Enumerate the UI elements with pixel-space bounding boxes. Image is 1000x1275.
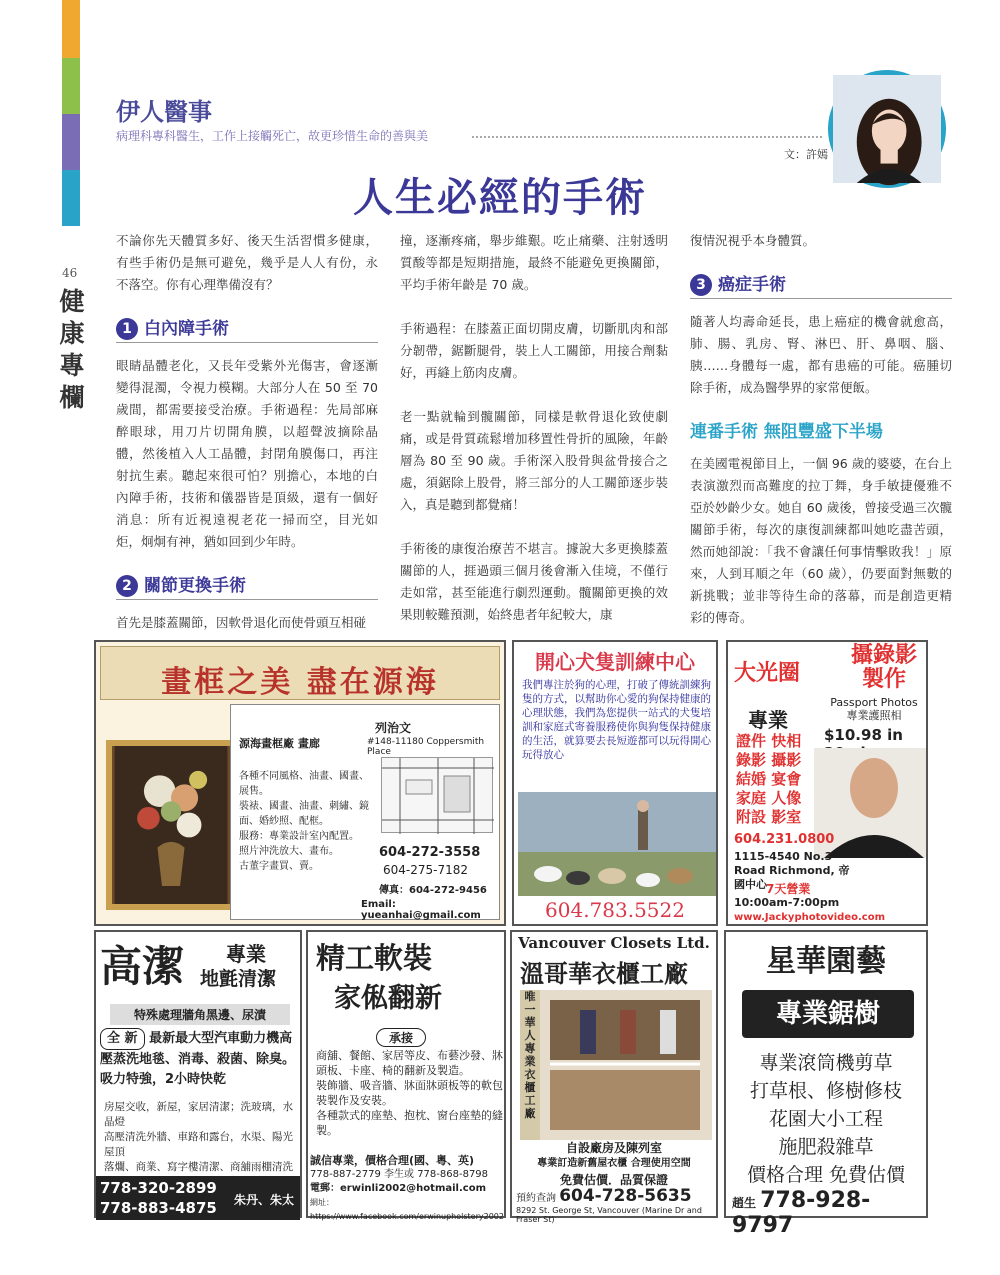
address-text: 1115-4540 No.3 Road Richmond, 帝國中心 xyxy=(734,850,850,891)
vertical-slogan: 唯一華人專業衣櫃工廠 xyxy=(520,990,540,1140)
ad-banner-text: 畫框之美 盡在源海 xyxy=(161,665,439,700)
flower-vase-icon xyxy=(112,746,230,904)
company-name: Vancouver Closets Ltd. xyxy=(518,934,710,952)
list-item: 照片沖洗放大、畫布。 xyxy=(239,846,339,857)
paragraph: 在美國電視節目上，一個 96 歲的婆婆，在台上表演激烈而高難度的拉丁舞，身手敏捷優雅不亞於妙齡少女。她自 60 歲後，曾接受過三次髖關節手術，每次的康復訓練都叫她吃盡苦頭，然而她卻說：「我不會讓任何事情擊敗我！」原來，人到耳順之年（60 歲），仍要面對無數的新挑戰；並非等待生命的落幕，而是創造更精彩的傳奇。 xyxy=(690,456,952,625)
list-item: 附設 影室 xyxy=(736,808,802,826)
paragraph: 手術過程：在膝蓋正面切開皮膚，切斷肌肉和部分韌帶，鋸斷腿骨，裝上人工關節，用接合劑黏好，再縫上筋肉皮膚。 xyxy=(400,321,668,380)
honest-label: 誠信專業，價格合理(國、粵、英) xyxy=(310,1154,475,1167)
contact-name: 趙生 xyxy=(732,1196,757,1210)
brand-name: 高潔 xyxy=(100,942,185,991)
location-map xyxy=(381,757,493,833)
passport-label: Passport Photos 專業護照相 xyxy=(830,696,918,722)
open-days: 7天營業 xyxy=(766,882,811,896)
contact-names: 朱丹、朱太 xyxy=(233,1193,294,1207)
list-item: 各種不同風格、油畫、國畫、展售。 xyxy=(239,771,369,797)
wardrobe-icon xyxy=(520,990,712,1140)
article-column-1 xyxy=(116,230,378,656)
phone-label: 預約查詢 xyxy=(516,1193,556,1204)
section-number-badge: 3 xyxy=(690,274,712,296)
website: www.Jackyphotovideo.com xyxy=(734,912,886,923)
list-item: 結婚 宴會 xyxy=(736,770,802,788)
service-line: 專業滾筒機剪草 xyxy=(759,1052,893,1074)
phone-block xyxy=(96,1176,300,1220)
service-list xyxy=(736,732,816,827)
column-title: 伊人醫事 xyxy=(116,97,212,126)
section-heading-joint xyxy=(116,575,378,600)
feature-line: 專業訂造新舊屋衣櫃 合理使用空間 xyxy=(537,1158,691,1169)
list-item: 裝裱、國畫、油畫、刺繡、鏡面、婚紗照、配框。 xyxy=(239,801,369,827)
section-title: 關節更換手術 xyxy=(144,576,246,596)
phone-number: 604.231.0800 xyxy=(734,832,835,847)
joint-paragraph: 首先是膝蓋關節，因軟骨退化而使骨頭互相碰 xyxy=(116,615,367,630)
list-item: 服務：專業設計室內配置。 xyxy=(239,831,359,842)
paragraph: 老一點就輪到髖關節，同樣是軟骨退化致使劇痛，或是骨質疏鬆增加移置性骨折的風險，年齡層為 80 至 90 歲。手術深入股骨與盆骨接合之處，須鋸除上股骨，將三部分的人工關節逐步裝入，真是聽到都覺痛！ xyxy=(400,409,668,512)
phone-numbers: 778-887-2779 李生或 778-868-8798 xyxy=(310,1169,489,1180)
phone-number: 604-728-5635 xyxy=(559,1186,692,1206)
ad-title: 攝錄影製作 xyxy=(850,643,917,692)
service-list xyxy=(316,1048,506,1138)
dotted-divider xyxy=(472,136,822,138)
list-item: 落爛、商業、寫字樓清潔、商舖雨棚清洗 xyxy=(104,1161,293,1173)
city-label: 列治文 xyxy=(375,721,412,735)
phone-block xyxy=(732,1188,926,1238)
section-heading-cancer xyxy=(690,274,952,299)
email-address: 電郵：erwinli2002@hotmail.com xyxy=(310,1183,486,1194)
paragraph: 撞，逐漸疼痛，舉步維艱。吃止痛藥、注射透明質酸等都是短期措施，最終不能避免更換關節，平均手術年齡是 70 歲。 xyxy=(400,233,668,292)
ad-closets xyxy=(510,930,718,1224)
section-number-badge: 2 xyxy=(116,575,138,597)
pro-label: 專業 xyxy=(748,708,788,732)
cataract-paragraph: 眼睛晶體老化，又長年受紫外光傷害，會逐漸變得混濁，令視力模糊。大部分人在 50 至 70 歲間，都需要接受治療。手術過程：先局部麻醉眼球，用刀片切開角膜，以超聲波摘除晶體，然後植入人工晶體，封閉角膜傷口，再注射抗生素。聽起來很可怕？別擔心，本地的白內障手術，技術和儀器皆是頂級，還有一個好消息：所有近視遠視老花一掃而空，目光如炬，炯炯有神，猶如回到少年時。 xyxy=(116,358,378,549)
ad-upholstery xyxy=(306,930,506,1221)
feature-text xyxy=(100,1028,298,1090)
section-title: 癌症手術 xyxy=(718,275,786,295)
phone-block xyxy=(516,1186,692,1206)
ad-title: 精工軟裝 xyxy=(316,941,433,975)
color-strip-purple xyxy=(62,114,80,170)
service-list xyxy=(104,1100,300,1175)
list-item: 古董字畫買、賣。 xyxy=(239,861,319,872)
phone-number: 778-928-9797 xyxy=(732,1188,871,1238)
list-item: 裝飾牆、吸音牆、牀面牀頭板等的軟包裝製作及安裝。 xyxy=(316,1079,503,1107)
service-list xyxy=(239,769,377,874)
pro-label: 專業 xyxy=(226,942,266,966)
phone-number: 604-275-7182 xyxy=(383,863,469,877)
ad-banner xyxy=(100,646,500,700)
flower-painting-image xyxy=(106,740,236,910)
phone-number: 778-883-4875 xyxy=(100,1199,217,1217)
map-icon xyxy=(382,758,494,834)
article-column-3 xyxy=(690,230,952,651)
column-subtitle: 病理科專科醫生，工作上接觸死亡，故更珍惜生命的善與美 xyxy=(116,129,429,143)
business-card xyxy=(230,704,500,920)
feature-desc: 最新最大型汽車動力機高壓蒸洗地毯、消毒、殺菌、除臭。吸力特強，2小時快乾 xyxy=(100,1031,296,1087)
service-line: 花園大小工程 xyxy=(768,1108,883,1130)
list-item: 家庭 人像 xyxy=(736,789,802,807)
service-line: 施肥殺雜草 xyxy=(778,1136,874,1158)
special-bar: 特殊處理牆角黑邊、尿漬 xyxy=(110,1004,290,1025)
feature-line: 自設廠房及陳列室 xyxy=(565,1141,662,1155)
brand-name: 大光圈 xyxy=(734,661,801,686)
price-label: $10.98 in xyxy=(824,726,903,744)
section-heading-cataract xyxy=(116,318,378,343)
tree-service-box: 專業鋸樹 xyxy=(742,990,914,1038)
ad-features xyxy=(512,1140,716,1188)
ad-title: 開心犬隻訓練中心 xyxy=(535,650,695,674)
color-strip-green xyxy=(62,58,80,114)
email-address: Email: yueanhai@gmail.com xyxy=(361,899,481,921)
phone-number: 778-320-2899 xyxy=(100,1179,217,1197)
intro-paragraph: 不論你先天體質多好、後天生活習慣多健康，有些手術仍是無可避免，幾乎是人人有份，永不落空。你有心理準備沒有？ xyxy=(116,233,378,292)
color-strip-orange xyxy=(62,0,80,58)
paragraph: 復情況視乎本身體質。 xyxy=(690,233,816,248)
fax-number: 傳真：604-272-9456 xyxy=(379,885,487,896)
phone-number: 604.783.5522 xyxy=(545,898,685,922)
section-number-badge: 1 xyxy=(116,318,138,340)
phone-number: 604-272-3558 xyxy=(379,845,481,860)
article-column-2 xyxy=(400,230,668,648)
dogs-photo xyxy=(518,792,716,896)
service-title: 地氈清潔 xyxy=(200,968,277,990)
list-item: 高壓清洗外牆、車路和露台，水渠、陽光屋頂 xyxy=(104,1131,293,1158)
ad-subtitle: 家俬翻新 xyxy=(334,983,442,1014)
author-credit: 文：許嫣 xyxy=(784,148,828,161)
ad-description: 我們專注於狗的心理，打破了傳統訓練狗隻的方式，以幫助你心愛的狗保持健康的心理狀態，我們為您提供一站式的犬隻培訓和家庭式寄養服務使你與狗隻保持健康的生活，就算要去長短遊都可以玩得開心玩得放心 xyxy=(522,679,711,761)
list-item: 證件 快相 xyxy=(736,732,802,750)
ad-frame-gallery xyxy=(94,640,506,926)
ad-carpet-cleaning xyxy=(94,930,302,1218)
new-badge: 全 新 xyxy=(100,1028,145,1050)
contact-footer xyxy=(310,1154,506,1224)
headline: 人生必經的手術 xyxy=(353,174,647,221)
accept-badge: 承接 xyxy=(376,1028,426,1047)
list-item: 房屋交收，新屋，家居清潔；洗玻璃，水晶燈 xyxy=(104,1101,293,1128)
list-item: 各種款式的座墊、抱枕、窗台座墊的縫製。 xyxy=(316,1109,503,1137)
list-item: 商舖、餐館、家居等皮、布藝沙發、牀頭板、卡座、椅的翻新及製造。 xyxy=(316,1049,503,1077)
vertical-column-label: 健康專欄 xyxy=(59,287,85,412)
service-line: 打草根、修樹修枝 xyxy=(749,1080,902,1102)
cancer-paragraph: 隨著人均壽命延長，患上癌症的機會就愈高，肺、腸、乳房、腎、淋巴、肝、鼻咽、腦、胰……身體每一處，都有患癌的可能。癌腫切除手術，成為醫學界的家常便飯。 xyxy=(690,314,952,395)
website: 網址：https://www.facebook.com/erwinupholstery2002 xyxy=(310,1198,504,1221)
ad-dog-training xyxy=(512,640,718,926)
ad-gardening xyxy=(724,930,928,1238)
feature-line: 免費估價．品質保證 xyxy=(559,1173,668,1187)
shop-name: 源海畫框廠 畫廊 xyxy=(239,737,320,750)
paragraph: 手術後的康復治療苦不堪言。據說大多更換膝蓋關節的人，捱過頭三個月後會漸入佳境，不僅行走如常，甚至能進行劇烈運動。髖關節更換的效果則較難預測，始終患者年紀較大，康 xyxy=(400,541,668,622)
section-heading-finale: 連番手術 無阻豐盛下半場 xyxy=(690,422,883,442)
address: #148-11180 Coppersmith Place xyxy=(367,737,485,757)
section-title: 白內障手術 xyxy=(144,319,229,339)
page-number: 46 xyxy=(62,266,78,280)
ad-title: 溫哥華衣櫃工廠 xyxy=(520,960,688,988)
service-line: 價格合理 免費估價 xyxy=(746,1164,906,1186)
dogs-walking-icon xyxy=(518,792,716,896)
business-hours: 10:00am-7:00pm xyxy=(734,896,840,909)
address: 8292 St. George St, Vancouver (Marine Dr and Fraser St) xyxy=(516,1206,702,1224)
ad-title: 星華園藝 xyxy=(766,944,886,979)
closet-photo xyxy=(520,990,712,1140)
list-item: 錄影 攝影 xyxy=(736,751,802,769)
ad-photo-studio xyxy=(726,640,928,926)
